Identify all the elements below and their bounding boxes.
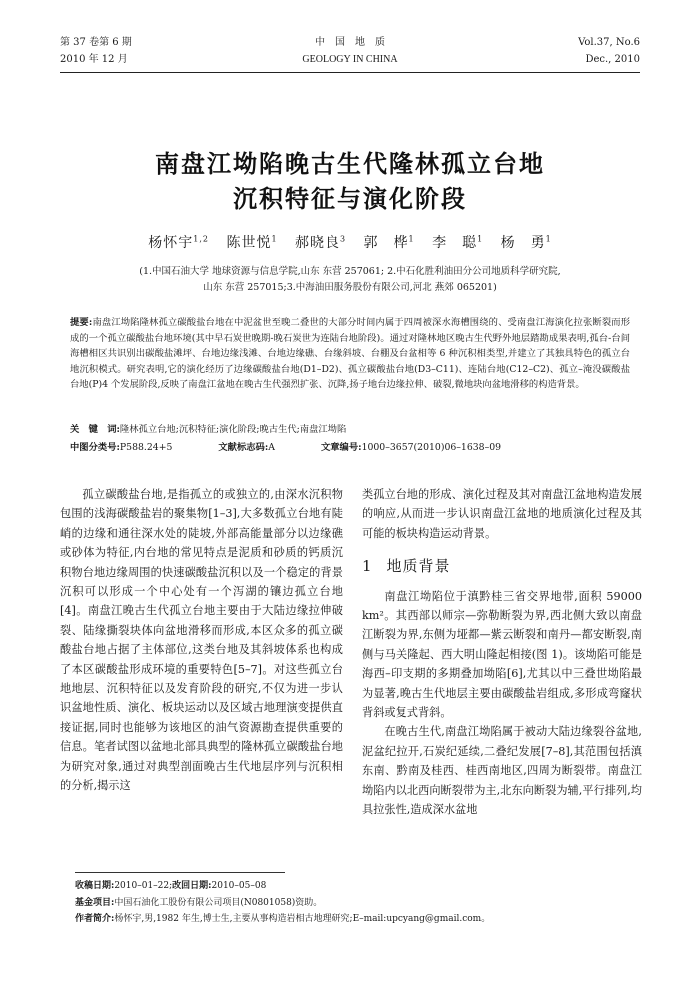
paragraph: 在晚古生代,南盘江坳陷属于被动大陆边缘裂谷盆地,泥盆纪拉开,石炭纪延续,二叠纪发展[7–8],其范围包括滇东南、黔南及桂西、桂西南地区,四周为断裂带。南盘江坳陷内以北西向断裂带为主,北东向断裂为辅,平行排列,均具拉张性,造成深水盆地: [362, 725, 642, 817]
affiliation-line-1: (1.中国石油大学 地球资源与信息学院,山东 东营 257061; 2.中石化胜利油田分公司地质科学研究院,: [139, 266, 561, 277]
author: 杨怀宇$^{1,2}$: [148, 234, 209, 251]
abstract: [70, 315, 630, 393]
abstract-text: 南盘江坳陷隆林孤立碳酸盐台地在中泥盆世至晚二叠世的大部分时间内属于四周被深水海槽围绕的、受南盘江海演化拉张断裂而形成的一个孤立碳酸盐台地环境(其中早石炭世晚期-晚石炭世为连陆台地阶段)。通过对隆林地区晚古生代野外地层踏勘成果表明,孤台-台间海槽相区共识别出碳酸盐滩坪、台地边缘浅滩、台地边缘礁、台缘斜坡、台棚及台盆相等 6 种沉积相类型,并建立了其独具特色的孤立台地沉积模式。研究表明,它的演化经历了边缘碳酸盐台地(D1–D2)、孤立碳酸盐台地(D3–C11)、连陆台地(C12–C2)、孤立–淹没碳酸盐台地(P)4 个发展阶段,反映了南盘江盆地在晚古生代强烈扩张、沉降,扬子地台边缘拉伸、破裂,微地块向盆地滑移的构造背景。: [70, 317, 630, 390]
journal-name-cn: 中 国 地 质: [315, 37, 385, 48]
journal-name-en: GEOLOGY IN CHINA: [302, 54, 398, 65]
title-line-1: 南盘江坳陷晚古生代隆林孤立台地: [155, 149, 545, 178]
volume-issue-en: Vol.37, No.6: [578, 37, 640, 48]
section-heading: [362, 557, 642, 576]
keywords: [70, 422, 630, 437]
keywords-text: 隆林孤立台地;沉积特征;演化阶段;晚古生代;南盘江坳陷: [119, 424, 347, 435]
section-title: 地质背景: [386, 557, 451, 576]
date-cn: 2010 年 12 月: [60, 54, 128, 65]
affiliations: [80, 264, 620, 296]
doc-code-label: 文献标志码:: [218, 442, 269, 453]
volume-issue-cn: 第 37 卷第 6 期: [60, 37, 132, 48]
article-id-value: 1000–3657(2010)06–1638–09: [361, 442, 502, 453]
clc-value: P588.24+5: [119, 442, 173, 453]
article-id-label: 文章编号:: [320, 442, 362, 453]
author: 李 聪$^1$: [432, 234, 484, 251]
abstract-label: 提要:: [70, 317, 93, 328]
footnote-fund: 基金项目:中国石油化工股份有限公司项目(N0801058)资助。: [75, 897, 323, 908]
author: 郝晓良$^3$: [295, 234, 347, 251]
author: 郭 桦$^1$: [363, 234, 415, 251]
body-right-column: [362, 485, 642, 820]
header-rule: [60, 72, 640, 73]
footnotes: [75, 878, 635, 928]
date-en: Dec., 2010: [585, 54, 640, 65]
affiliation-line-2: 山东 东营 257015;3.中海油田服务股份有限公司,河北 燕郊 065201): [203, 282, 497, 293]
footnote-dates: 收稿日期:2010–01–22;改回日期:2010–05–08: [75, 881, 267, 891]
classification-line: [70, 440, 630, 455]
title-line-2: 沉积特征与演化阶段: [233, 184, 467, 213]
author: 杨 勇$^1$: [500, 234, 552, 251]
author-list: [60, 232, 640, 252]
doc-code-value: A: [268, 442, 275, 453]
body-left-column: [60, 485, 343, 796]
footnote-author-bio: 作者简介:杨怀宇,男,1982 年生,博士生,主要从事构造岩相古地理研究;E–mail:upcyang@gmail.com。: [75, 914, 491, 924]
keywords-label: 关 键 词:: [70, 424, 120, 435]
clc-label: 中图分类号:: [70, 442, 120, 453]
paragraph: 类孤立台地的形成、演化过程及其对南盘江盆地构造发展的响应,从而进一步认识南盘江盆地的地质演化过程及其可能的板块构造运动背景。: [362, 488, 642, 540]
author: 陈世悦$^1$: [226, 234, 278, 251]
footnote-rule: [75, 872, 285, 873]
paragraph: 南盘江坳陷位于滇黔桂三省交界地带,面积 59000 km²。其西部以师宗—弥勒断裂为界,西北侧大致以南盘江断裂为界,东侧为垭都—紫云断裂和南丹—都安断裂,南侧与马关隆起、西大明山隆起相接(图 1)。该坳陷可能是海西–印支期的多期叠加坳陷[6],尤其以中三叠世坳陷最为显著,晚古生代地层主要由碳酸盐岩组成,多形成弯窿状背斜或复式背斜。: [362, 589, 642, 720]
paragraph: 孤立碳酸盐台地,是指孤立的或独立的,由深水沉积物包围的浅海碳酸盐岩的聚集物[1–3],大多数孤立台地有陡峭的边缘和通往深水处的陡坡,外部高能量部分以边缘礁或砂体为特征,内台地的常见特点是泥质和砂质的钙质沉积物台地边缘周围的快速碳酸盐沉积以及一个稳定的背景沉积可以形成一个中心处有一个泻湖的镶边孤立台地[4]。南盘江晚古生代孤立台地主要由于大陆边缘拉伸破裂、陆缘撕裂块体向盆地滑移而形成,本区众多的孤立碳酸盐台地占据了主体部位,这类台地及其斜坡体系也构成了本区碳酸盐形成环境的重要特色[5–7]。对这些孤立台地地层、沉积特征以及发育阶段的研究,不仅为进一步认识盆地性质、演化、板块运动以及区域古地理演变提供直接证据,同时也能够为该地区的油气资源勘查提供重要的信息。笔者试图以盆地北部具典型的隆林孤立碳酸盐台地为研究对象,通过对典型剖面晚古生代地层序列与沉积相的分析,揭示这: [60, 488, 343, 793]
section-number: 1: [362, 557, 373, 576]
